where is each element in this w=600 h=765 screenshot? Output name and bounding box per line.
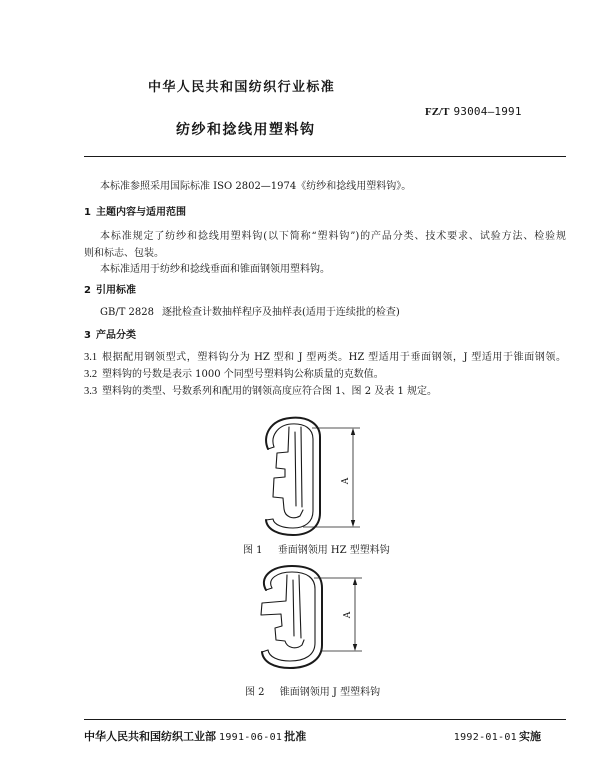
- clause-3-2-text: 塑料钩的号数是表示 1000 个同型号塑料钩公称质量的克数值。: [102, 369, 384, 380]
- hook-inner-contour: [273, 424, 313, 528]
- hook-stem-right-edge: [301, 427, 302, 507]
- footer-approval-label: 批准: [284, 730, 307, 743]
- hook-tip-caps: [266, 447, 274, 520]
- footer-issuer: 中华人民共和国纺织工业部: [84, 730, 216, 743]
- figure-2-caption-text: 锥面钢领用 J 型塑料钩: [279, 687, 381, 698]
- standard-category-heading: 中华人民共和国纺织行业标准: [148, 80, 336, 95]
- figure-1-caption-label: 图 1: [243, 545, 263, 556]
- dimension-arrow-top: [351, 428, 355, 435]
- footer-approval: [84, 730, 306, 745]
- section-1-paragraph-1-line-1: 本标准规定了纺纱和捻线用塑料钩(以下简称“塑料钩”)的产品分类、技术要求、试验方法、检验规: [100, 231, 566, 242]
- footer-rule: [84, 719, 566, 720]
- hook-stem-right-edge: [299, 575, 301, 638]
- standard-number: [425, 105, 522, 119]
- standard-code-prefix: FZ/T: [425, 106, 450, 118]
- dimension-arrow-bottom: [351, 520, 355, 527]
- figure-1-caption-text: 垂面钢领用 HZ 型塑料钩: [277, 545, 390, 556]
- footer-effective: [451, 730, 541, 745]
- section-1-number: 1: [84, 207, 91, 218]
- figure-1-caption: [243, 545, 390, 557]
- section-3-number: 3: [84, 330, 91, 341]
- standard-code-number: 93004—1991: [453, 105, 522, 118]
- dimension-label: A: [343, 611, 353, 619]
- hook-stem-inner-line: [293, 580, 294, 636]
- clause-3-3-text: 塑料钩的类型、号数系列和配用的钢领高度应符合图 1、图 2 及表 1 规定。: [102, 386, 437, 397]
- section-1-heading: 主题内容与适用范围: [96, 207, 186, 218]
- figure-2-drawing: [252, 562, 368, 677]
- footer-approval-date: 1991-06-01: [219, 732, 283, 743]
- dimension-label: A: [341, 477, 351, 485]
- clause-3-1-number: 3.1: [84, 352, 98, 363]
- figure-2-caption-label: 图 2: [245, 687, 265, 698]
- header-rule: [84, 156, 566, 157]
- section-1-paragraph-2: 本标准适用于纺纱和捻线垂面和锥面钢领用塑料钩。: [100, 264, 330, 275]
- section-2-number: 2: [84, 285, 91, 296]
- footer-effective-label: 实施: [519, 730, 541, 743]
- section-1-paragraph-1-line-2: 则和标志、包装。: [84, 248, 164, 259]
- dimension-arrow-bottom: [353, 644, 357, 651]
- section-3-heading: 产品分类: [96, 330, 136, 341]
- reference-title: 逐批检查计数抽样程序及抽样表(适用于连续批的检查): [162, 307, 400, 318]
- hook-stem-notched-profile: [273, 427, 303, 518]
- hook-stem-inner-line: [295, 432, 296, 506]
- clause-3-2-number: 3.2: [84, 369, 98, 380]
- hook-stem-tab-profile: [261, 575, 304, 648]
- clause-3-1-text: 根据配用钢领型式，塑料钩分为 HZ 型和 J 型两类。HZ 型适用于垂面钢领，J 型适用于锥面钢领。: [102, 352, 566, 363]
- clause-3-3-number: 3.3: [84, 386, 98, 397]
- figure-2-caption: [245, 687, 380, 699]
- dimension-arrow-top: [353, 578, 357, 585]
- intro-paragraph: 本标准参照采用国际标准 ISO 2802—1974《纺纱和捻线用塑料钩》。: [100, 181, 412, 192]
- hook-tip-caps: [262, 588, 272, 652]
- reference-code: GB/T 2828: [100, 307, 155, 318]
- figure-1-drawing: [255, 410, 370, 542]
- document-title: 纺纱和捻线用塑料钩: [176, 122, 316, 138]
- section-2-heading: 引用标准: [96, 285, 136, 296]
- footer-effective-date: 1992-01-01: [453, 732, 517, 743]
